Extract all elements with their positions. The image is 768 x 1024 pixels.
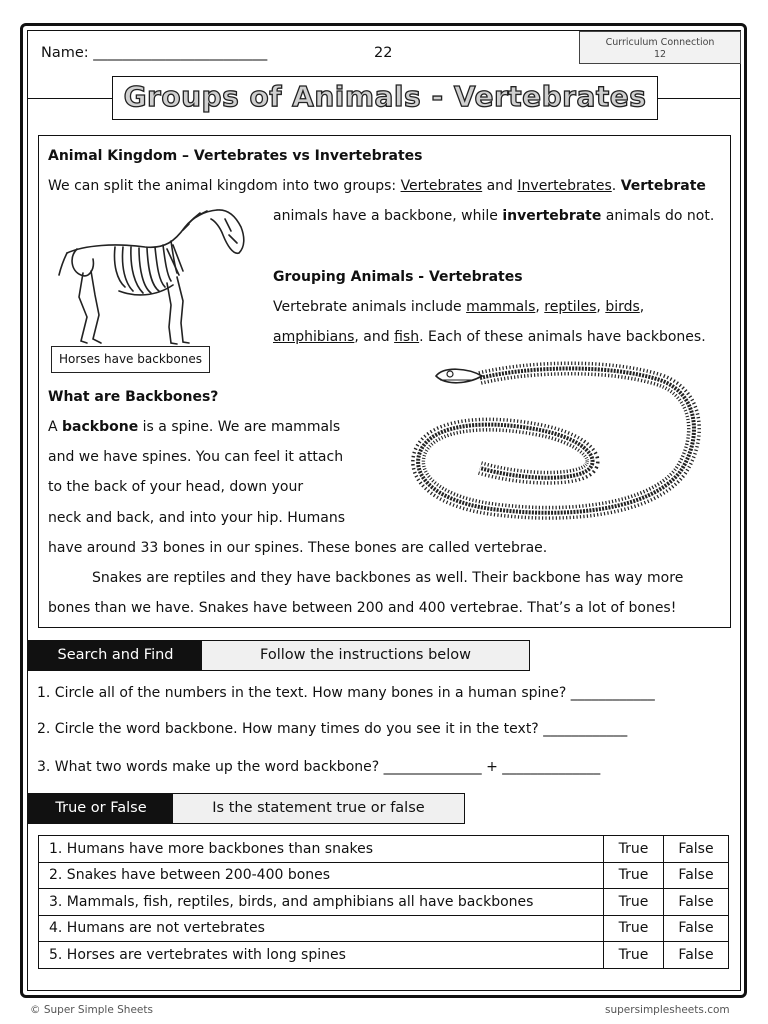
horse-skeleton-image [55,205,250,347]
statement-cell: 1. Humans have more backbones than snakes [39,836,604,863]
paragraph-line: to the back of your head, down your [48,479,304,495]
true-false-table [38,835,729,969]
title-box [112,76,658,120]
heading-what-are-backbones: What are Backbones? [48,389,219,405]
horse-image-caption: Horses have backbones [51,346,210,373]
question-2: 2. Circle the word backbone. How many times do you see it in the text? ____________ [37,721,628,737]
false-option[interactable]: False [664,915,729,942]
true-or-false-banner [28,793,465,824]
footer-copyright: © Super Simple Sheets [30,1004,153,1016]
paragraph-line: neck and back, and into your hip. Humans [48,510,346,526]
question-1: 1. Circle all of the numbers in the text. How many bones in a human spine? ____________ [37,685,655,701]
paragraph-line: animals have a backbone, while invertebrate animals do not. [273,208,715,224]
paragraph-line: and we have spines. You can feel it attach [48,449,344,465]
paragraph-line: amphibians, and fish. Each of these animals have backbones. [273,329,706,345]
statement-cell: 5. Horses are vertebrates with long spines [39,942,604,969]
question-3: 3. What two words make up the word backbone? ______________ + ______________ [37,759,601,775]
paragraph-line: bones than we have. Snakes have between 200 and 400 vertebrae. That’s a lot of bones! [48,600,677,616]
heading-grouping-animals: Grouping Animals - Vertebrates [273,269,523,285]
paragraph-line: We can split the animal kingdom into two groups: Vertebrates and Invertebrates. Vertebrate [48,178,706,194]
true-or-false-label: True or False [29,794,173,823]
paragraph-line: A backbone is a spine. We are mammals [48,419,341,435]
page-title: Groups of Animals - Vertebrates [123,80,647,113]
curriculum-connection-number: 12 [653,49,667,60]
page-number: 22 [374,45,393,61]
true-or-false-instruction: Is the statement true or false [173,794,464,823]
true-option[interactable]: True [604,942,664,969]
paragraph-line: have around 33 bones in our spines. These bones are called vertebrae. [48,540,548,556]
false-option[interactable]: False [664,889,729,916]
snake-skeleton-image [410,360,702,530]
search-and-find-label: Search and Find [29,641,202,670]
paragraph-line: Vertebrate animals include mammals, reptiles, birds, [273,299,645,315]
false-option[interactable]: False [664,862,729,889]
statement-cell: 2. Snakes have between 200-400 bones [39,862,604,889]
table-row [39,942,729,969]
curriculum-connection-box [579,31,741,64]
true-option[interactable]: True [604,836,664,863]
search-and-find-instruction: Follow the instructions below [202,641,529,670]
true-option[interactable]: True [604,889,664,916]
paragraph-line: Snakes are reptiles and they have backbones as well. Their backbone has way more [92,570,684,586]
footer-website[interactable]: supersimplesheets.com [605,1004,730,1016]
table-row [39,915,729,942]
statement-cell: 3. Mammals, fish, reptiles, birds, and amphibians all have backbones [39,889,604,916]
table-row [39,889,729,916]
true-option[interactable]: True [604,862,664,889]
true-option[interactable]: True [604,915,664,942]
table-row [39,836,729,863]
heading-animal-kingdom: Animal Kingdom – Vertebrates vs Invertebrates [48,148,423,164]
false-option[interactable]: False [664,836,729,863]
name-field-label: Name: ________________________ [41,45,268,61]
statement-cell: 4. Humans are not vertebrates [39,915,604,942]
table-row [39,862,729,889]
false-option[interactable]: False [664,942,729,969]
curriculum-connection-label: Curriculum Connection [605,37,715,48]
search-and-find-banner [28,640,530,671]
